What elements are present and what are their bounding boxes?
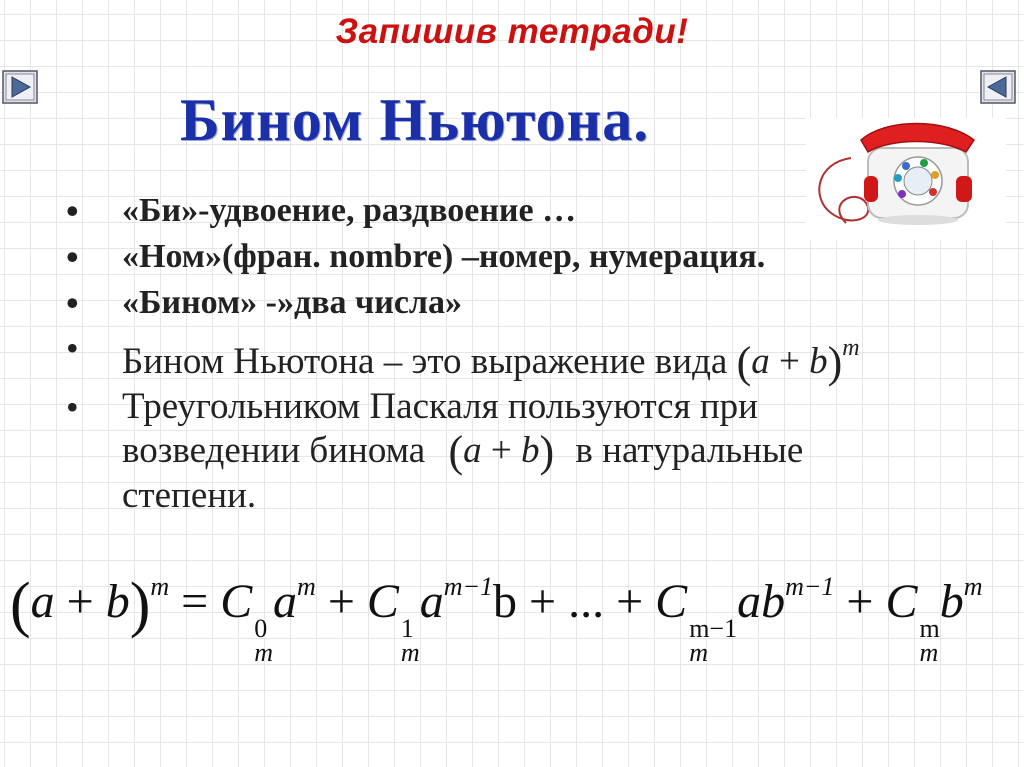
note-heading: Запишив тетради! (335, 12, 689, 51)
list-item: • «Би»-удвоение, раздвоение … (60, 188, 1010, 234)
list-item (60, 326, 1010, 385)
list-item: • «Бином» -»два числа» (60, 280, 1010, 326)
list-item: • «Ном»(фран. nombre) –номер, нумерация. (60, 234, 1010, 280)
binomial-formula: $(a + b)^m = C$ 0 m $a^m + C$ 1 m $a^{m-1}b$ + ... + C m−1 m $ab^{m-1} + C$ m m $b^m$ (10, 571, 983, 667)
page-title: Бином Ньютона. (180, 87, 650, 153)
binomial-expression: $(a + b)^m$ (736, 335, 860, 387)
binomial-expression: (a + b) (448, 427, 555, 476)
list-item-text: Треугольником Паскаля пользуются при (122, 386, 758, 427)
list-item (60, 385, 1010, 518)
bullet-list (60, 188, 1010, 518)
list-item-text: Бином Ньютона – это выражение вида (122, 341, 728, 382)
arrow-right-icon (2, 70, 38, 104)
list-item-text: степени. (122, 475, 257, 516)
list-item-text: возведении бинома (122, 430, 426, 471)
list-item-text: в натуральные (575, 430, 804, 471)
arrow-left-icon (980, 70, 1016, 104)
next-slide-button[interactable] (980, 70, 1016, 104)
prev-slide-button[interactable] (2, 70, 38, 104)
